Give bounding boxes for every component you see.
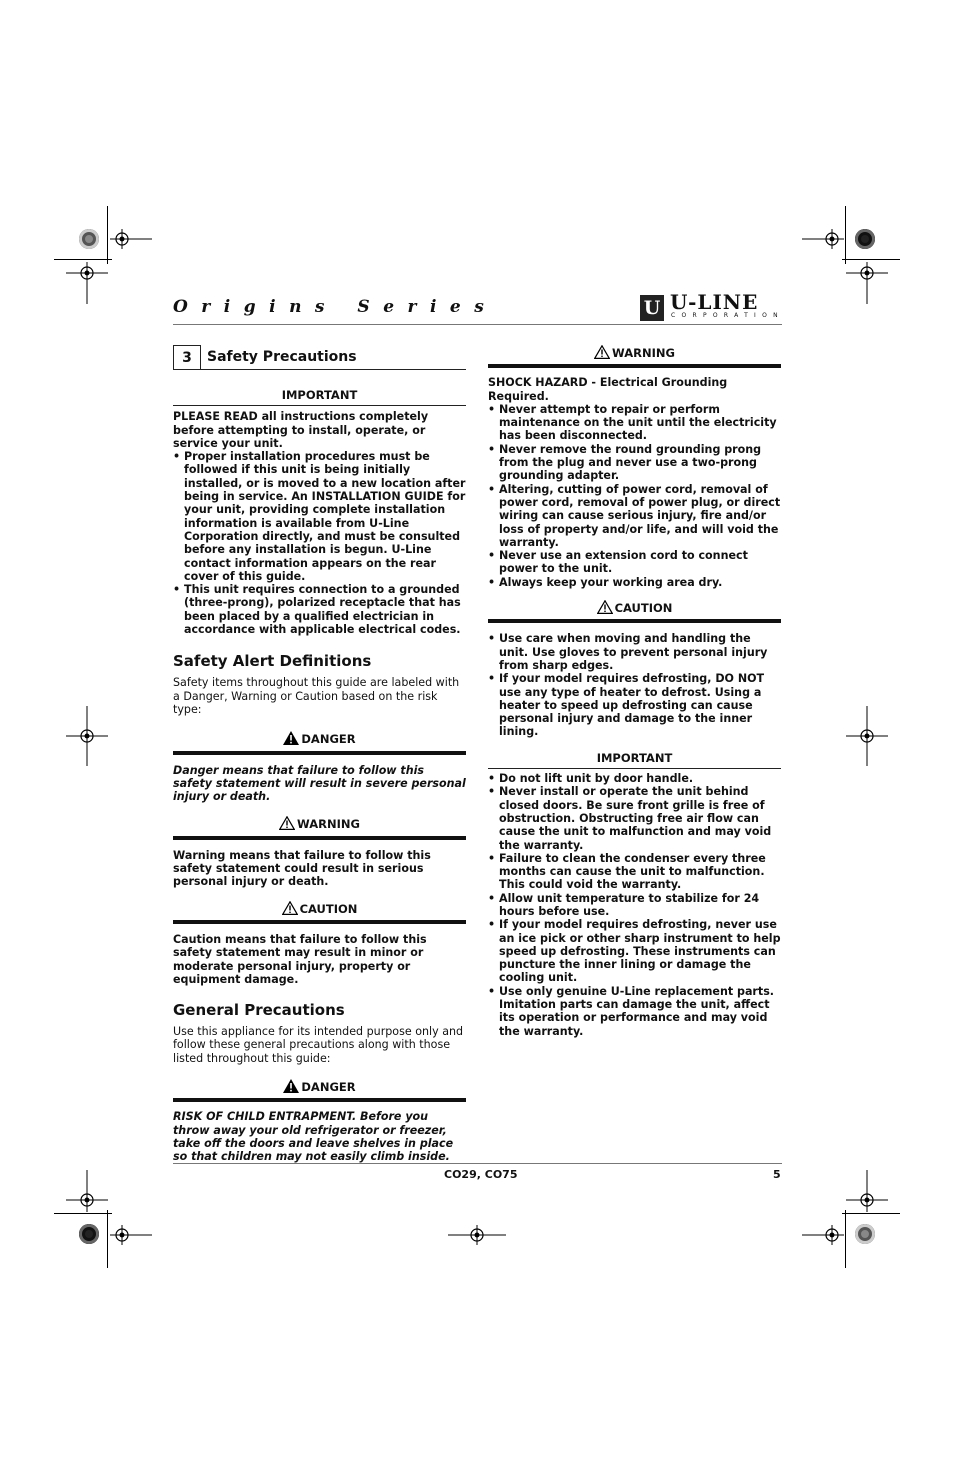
registration-dial-icon bbox=[79, 1224, 99, 1244]
list-item: • Failure to clean the condenser every three months can cause the unit to malfunction. This could void the warranty. bbox=[488, 852, 781, 892]
important-intro: PLEASE READ all instructions completely before attempting to install, operate, or service your unit. bbox=[173, 410, 429, 450]
warning-heading bbox=[173, 816, 466, 839]
list-item: • Altering, cutting of power cord, removal of power cord, removal of power plug, or direct wiring can cause serious injury, fire and/or loss of property and/or life, and will void the warranty. bbox=[488, 483, 781, 549]
list-item: • Use care when moving and handling the unit. Use gloves to prevent personal injury from sharp edges. bbox=[488, 632, 781, 672]
footer-rule bbox=[173, 1163, 782, 1164]
caution-definition: Caution means that failure to follow this safety statement may result in minor or moderate personal injury, property or equipment damage. bbox=[173, 932, 427, 986]
registration-target-icon bbox=[802, 229, 844, 249]
list-item: • If your model requires defrosting, DO NOT use any type of heater to defrost. Using a heater to speed up defrosting can cause personal injury and damage to the inner lining. bbox=[488, 672, 781, 738]
logo-subtitle: CORPORATION bbox=[671, 312, 784, 319]
danger-label: DANGER bbox=[301, 732, 356, 747]
list-item: • Proper installation procedures must be followed if this unit is being initially installed, or is moved to a new location after being in service. An INSTALLATION GUIDE for your unit, providing complete installation information is available from U-Line Corporation directly, and must be consulted before any installation is begun. U-Line contact information appears on the rear cover of this guide. bbox=[173, 450, 466, 583]
chapter-number: 3 bbox=[173, 345, 201, 369]
shock-hazard-heading: SHOCK HAZARD - Electrical Grounding Required. bbox=[488, 376, 728, 403]
header-rule bbox=[173, 324, 782, 325]
list-item: • Allow unit temperature to stabilize for 24 hours before use. bbox=[488, 892, 781, 919]
danger-label: DANGER bbox=[301, 1079, 356, 1094]
logo-wordmark: U-LINE bbox=[670, 290, 759, 314]
important-heading: IMPORTANT bbox=[173, 389, 466, 406]
list-item: • Never use an extension cord to connect power to the unit. bbox=[488, 549, 781, 576]
general-precautions-intro: Use this appliance for its intended purpose only and follow these general precautions along with those listed throughout this guide: bbox=[173, 1025, 464, 1065]
list-item: • If your model requires defrosting, never use an ice pick or other sharp instrument to help speed up defrosting. These instruments can puncture the inner lining or damage the cooling unit. bbox=[488, 918, 781, 984]
caution-label: CAUTION bbox=[614, 601, 673, 616]
series-title: Origins Series bbox=[173, 297, 498, 317]
registration-target-icon bbox=[66, 262, 108, 304]
list-item: • Never install or operate the unit behind closed doors. Be sure front grille is free of obstruction. Obstructing free air flow can cause the unit to malfunction and may void the warranty. bbox=[488, 785, 781, 851]
list-item: • Do not lift unit by door handle. bbox=[488, 772, 781, 785]
left-column bbox=[173, 345, 466, 1163]
chapter-title: Safety Precautions bbox=[207, 349, 357, 365]
company-logo bbox=[640, 290, 784, 321]
registration-dial-icon bbox=[855, 229, 875, 249]
list-item: • Never attempt to repair or perform maintenance on the unit until the electricity has been disconnected. bbox=[488, 403, 781, 443]
list-item: • This unit requires connection to a grounded (three-prong), polarized receptacle that has been placed by a qualified electrician in accordance with applicable electrical codes. bbox=[173, 583, 466, 636]
caution-heading bbox=[488, 600, 781, 623]
general-precautions-heading: General Precautions bbox=[173, 1001, 345, 1020]
footer-model-numbers: CO29, CO75 bbox=[444, 1168, 518, 1181]
registration-target-icon bbox=[110, 1225, 152, 1245]
list-item: • Use only genuine U-Line replacement parts. Imitation parts can damage the unit, affect its operation or performance and may void the warranty. bbox=[488, 985, 781, 1038]
caution-list bbox=[488, 632, 781, 738]
registration-target-icon bbox=[110, 229, 152, 249]
child-entrapment-warning: RISK OF CHILD ENTRAPMENT. Before you throw away your old refrigerator or freezer, take off the doors and leave shelves in place so that children may not easily climb inside. bbox=[173, 1110, 454, 1164]
important-heading: IMPORTANT bbox=[488, 752, 781, 769]
registration-dial-icon bbox=[855, 1224, 875, 1244]
logo-mark-icon: U bbox=[640, 295, 664, 321]
registration-target-icon bbox=[802, 1225, 844, 1245]
warning-label: WARNING bbox=[612, 346, 675, 360]
warning-label: WARNING bbox=[297, 817, 360, 832]
caution-icon bbox=[597, 600, 613, 614]
list-item: • Never remove the round grounding prong from the plug and never use a two-prong grounding adapter. bbox=[488, 443, 781, 483]
registration-target-icon bbox=[846, 262, 888, 304]
registration-target-icon bbox=[66, 1170, 108, 1212]
danger-icon bbox=[283, 1079, 299, 1093]
warning-icon bbox=[279, 816, 295, 830]
caution-heading bbox=[173, 901, 466, 924]
warning-icon bbox=[594, 345, 610, 359]
list-item: • Always keep your working area dry. bbox=[488, 576, 781, 589]
safety-alert-definitions-heading: Safety Alert Definitions bbox=[173, 652, 372, 671]
danger-heading bbox=[173, 731, 466, 754]
important-list bbox=[173, 450, 466, 636]
warning-heading bbox=[488, 345, 781, 368]
warning-list bbox=[488, 403, 781, 589]
registration-target-icon bbox=[846, 1170, 888, 1212]
alert-definitions-intro: Safety items throughout this guide are labeled with a Danger, Warning or Caution based on the risk type: bbox=[173, 676, 460, 716]
danger-definition: Danger means that failure to follow this safety statement will result in severe personal injury or death. bbox=[173, 763, 466, 804]
caution-label: CAUTION bbox=[299, 901, 358, 916]
registration-target-icon bbox=[846, 706, 888, 766]
important-list bbox=[488, 772, 781, 1038]
danger-heading bbox=[173, 1079, 466, 1102]
registration-target-icon bbox=[66, 706, 108, 766]
danger-icon bbox=[283, 731, 299, 745]
registration-target-icon bbox=[448, 1225, 506, 1245]
chapter-heading bbox=[173, 345, 466, 370]
right-column bbox=[488, 345, 781, 1038]
registration-dial-icon bbox=[79, 229, 99, 249]
page-number: 5 bbox=[773, 1168, 781, 1181]
warning-definition: Warning means that failure to follow this safety statement could result in serious personal injury or death. bbox=[173, 848, 431, 889]
caution-icon bbox=[282, 901, 298, 915]
